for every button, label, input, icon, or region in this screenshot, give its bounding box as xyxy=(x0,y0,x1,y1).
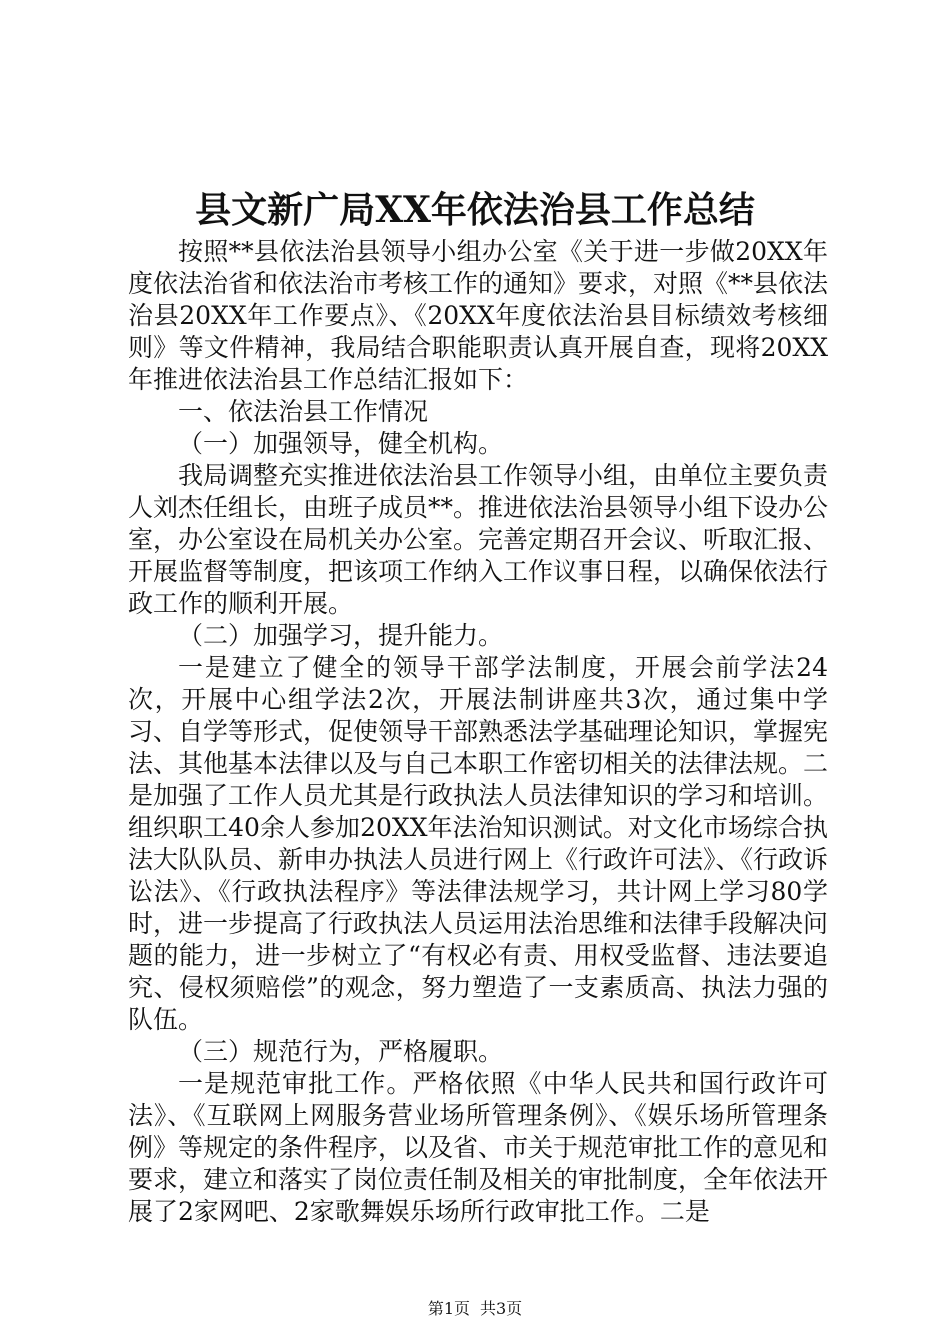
document-title: 县文新广局XX年依法治县工作总结 xyxy=(195,189,755,231)
subsection-heading: （一）加强领导，健全机构。 xyxy=(178,429,504,458)
section-heading: 一、依法治县工作情况 xyxy=(178,397,429,426)
subsection-heading: （三）规范行为，严格履职。 xyxy=(178,1037,504,1066)
page-total: 共3页 xyxy=(480,1299,523,1318)
body-paragraph: 一是建立了健全的领导干部学法制度，开展会前学法24次，开展中心组学法2次，开展法制讲座共3次，通过集中学习、自学等形式，促使领导干部熟悉法学基础理论知识，掌握宪法、其他基本法律以及与自己本职工作密切相关的法律法规。二是加强了工作人员尤其是行政执法人员法律知识的学习和培训。组织职工40余人参加20XX年法治知识测试。对文化市场综合执法大队队员、新申办执法人员进行网上《行政许可法》、《行政诉讼法》、《行政执法程序》等法律法规学习，共计网上学习80学时，进一步提高了行政执法人员运用法治思维和法律手段解决问题的能力，进一步树立了“有权必有责、用权受监督、违法要追究、侵权须赔偿”的观念，努力塑造了一支素质高、执法力强的队伍。 xyxy=(128,653,829,1034)
subsection-heading: （二）加强学习，提升能力。 xyxy=(178,621,504,650)
page-footer xyxy=(0,1298,950,1320)
intro-paragraph: 按照**县依法治县领导小组办公室《关于进一步做20XX年度依法治省和依法治市考核工作的通知》要求，对照《**县依法治县20XX年工作要点》、《20XX年度依法治县目标绩效考核细则》等文件精神，我局结合职能职责认真开展自查，现将20XX年推进依法治县工作总结汇报如下： xyxy=(128,237,829,394)
page-number: 第1页 xyxy=(427,1299,470,1318)
body-paragraph: 一是规范审批工作。严格依照《中华人民共和国行政许可法》、《互联网上网服务营业场所管理条例》、《娱乐场所管理条例》等规定的条件程序，以及省、市关于规范审批工作的意见和要求，建立和落实了岗位责任制及相关的审批制度，全年依法开展了2家网吧、2家歌舞娱乐场所行政审批工作。二是 xyxy=(128,1069,829,1226)
body-paragraph: 我局调整充实推进依法治县工作领导小组，由单位主要负责人刘杰任组长，由班子成员**。推进依法治县领导小组下设办公室，办公室设在局机关办公室。完善定期召开会议、听取汇报、开展监督等制度，把该项工作纳入工作议事日程，以确保依法行政工作的顺利开展。 xyxy=(128,461,829,618)
document-body xyxy=(128,236,828,1228)
